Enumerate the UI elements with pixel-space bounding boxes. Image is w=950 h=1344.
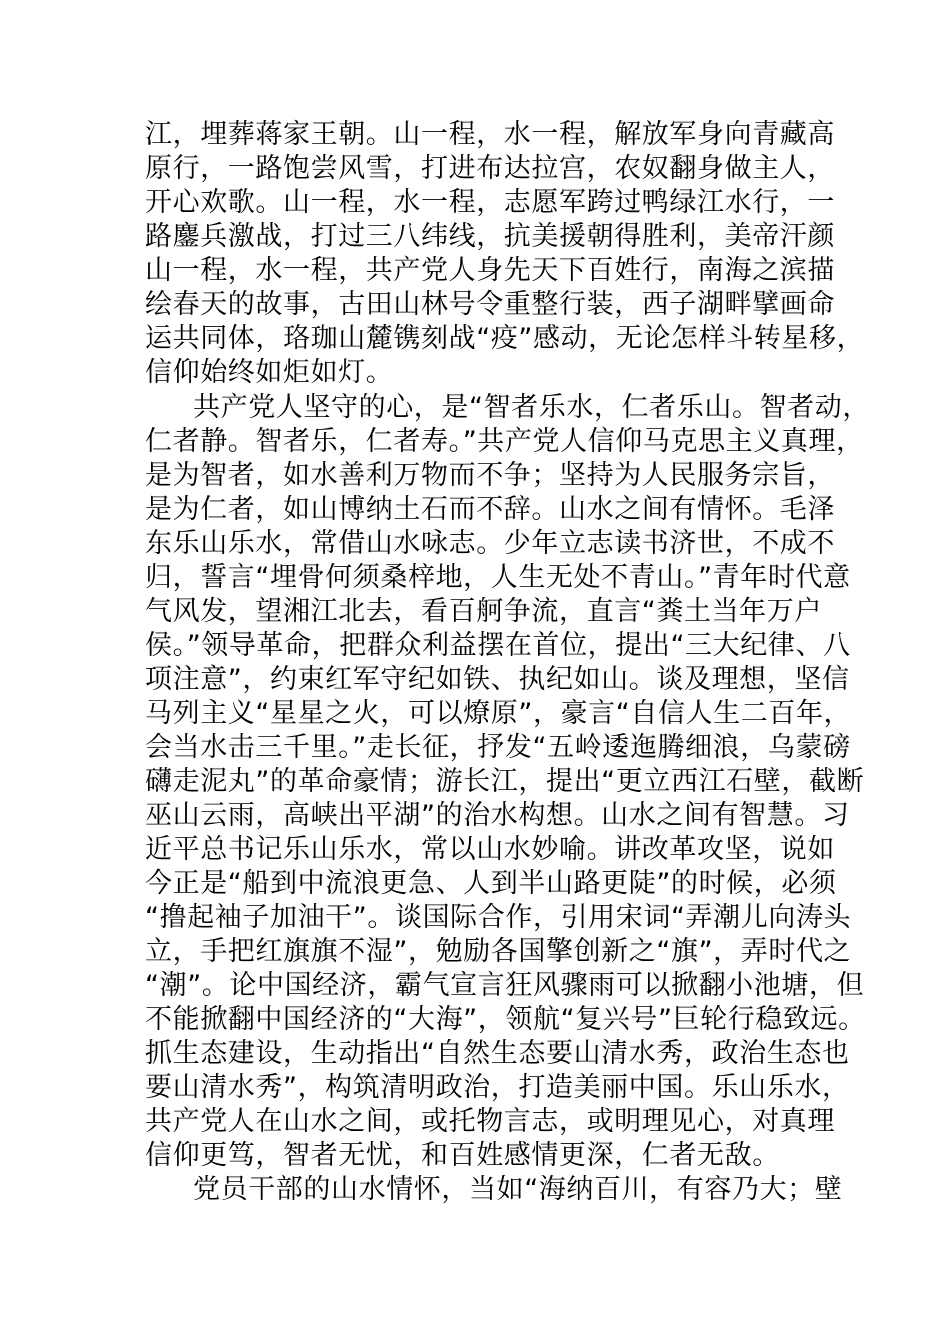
text-line: 共产党人在山水之间，或托物言志，或明理见心，对真理 [145,1106,835,1137]
text-line: 气风发，望湘江北去，看百舸争流，直言“粪土当年万户 [145,596,822,627]
text-line: 山一程，水一程，共产党人身先天下百姓行，南海之滨描 [145,255,835,286]
text-line: 近平总书记乐山乐水，常以山水妙喻。讲改革攻坚，说如 [145,834,835,865]
text-line: 今正是“船到中流浪更急、人到半山路更陡”的时候，必须 [145,868,837,899]
text-line: 东乐山乐水，常借山水咏志。少年立志读书济世，不成不 [145,528,835,559]
text-line: 侯。”领导革命，把群众利益摆在首位，提出“三大纪律、八 [145,630,851,661]
text-line: 仁者静。智者乐，仁者寿。”共产党人信仰马克思主义真理， [145,426,864,457]
text-line: 项注意”，约束红军守纪如铁、执纪如山。谈及理想，坚信 [145,664,850,695]
text-line: 是为智者，如水善利万物而不争；坚持为人民服务宗旨， [145,460,835,491]
text-line: 是为仁者，如山博纳土石而不辞。山水之间有情怀。毛泽 [145,494,835,525]
text-line: “撸起袖子加油干”。谈国际合作，引用宋词“弄潮儿向涛头 [145,902,852,933]
text-line: 立，手把红旗旗不湿”，勉励各国擎创新之“旗”，弄时代之 [145,936,852,967]
text-line: 信仰更笃，智者无忧，和百姓感情更深，仁者无敌。 [145,1140,780,1171]
text-line: 路鏖兵激战，打过三八纬线，抗美援朝得胜利，美帝汗颜 [145,221,835,252]
text-line: 绘春天的故事，古田山林号令重整行装，西子湖畔擘画命 [145,289,835,320]
text-line: 不能掀翻中国经济的“大海”，领航“复兴号”巨轮行稳致远。 [145,1004,866,1035]
text-line: 巫山云雨，高峡出平湖”的治水构想。山水之间有智慧。习 [145,800,850,831]
text-line: 归，誓言“埋骨何须桑梓地，人生无处不青山。”青年时代意 [145,562,851,593]
paragraph-start-line: 共产党人坚守的心，是“智者乐水，仁者乐山。智者动， [193,392,870,423]
paragraph-start-line: 党员干部的山水情怀，当如“海纳百川，有容乃大；壁 [193,1174,843,1205]
text-line: 运共同体，珞珈山麓镌刻战“疫”感动，无论怎样斗转星移， [145,323,865,354]
text-line: 开心欢歌。山一程，水一程，志愿军跨过鸭绿江水行，一 [145,187,835,218]
text-line: 原行，一路饱尝风雪，打进布达拉宫，农奴翻身做主人， [145,153,835,184]
text-line: 要山清水秀”，构筑清明政治，打造美丽中国。乐山乐水， [145,1072,850,1103]
text-line: 马列主义“星星之火，可以燎原”，豪言“自信人生二百年， [145,698,852,729]
text-line: 信仰始终如炬如灯。 [145,357,394,388]
text-line: “潮”。论中国经济，霸气宣言狂风骤雨可以掀翻小池塘，但 [145,970,865,1001]
text-line: 江，埋葬蒋家王朝。山一程，水一程，解放军身向青藏高 [145,119,835,150]
text-line: 会当水击三千里。”走长征，抒发“五岭逶迤腾细浪，乌蒙磅 [145,732,851,763]
text-line: 礴走泥丸”的革命豪情；游长江，提出“更立西江石壁，截断 [145,766,865,797]
text-line: 抓生态建设，生动指出“自然生态要山清水秀，政治生态也 [145,1038,850,1069]
